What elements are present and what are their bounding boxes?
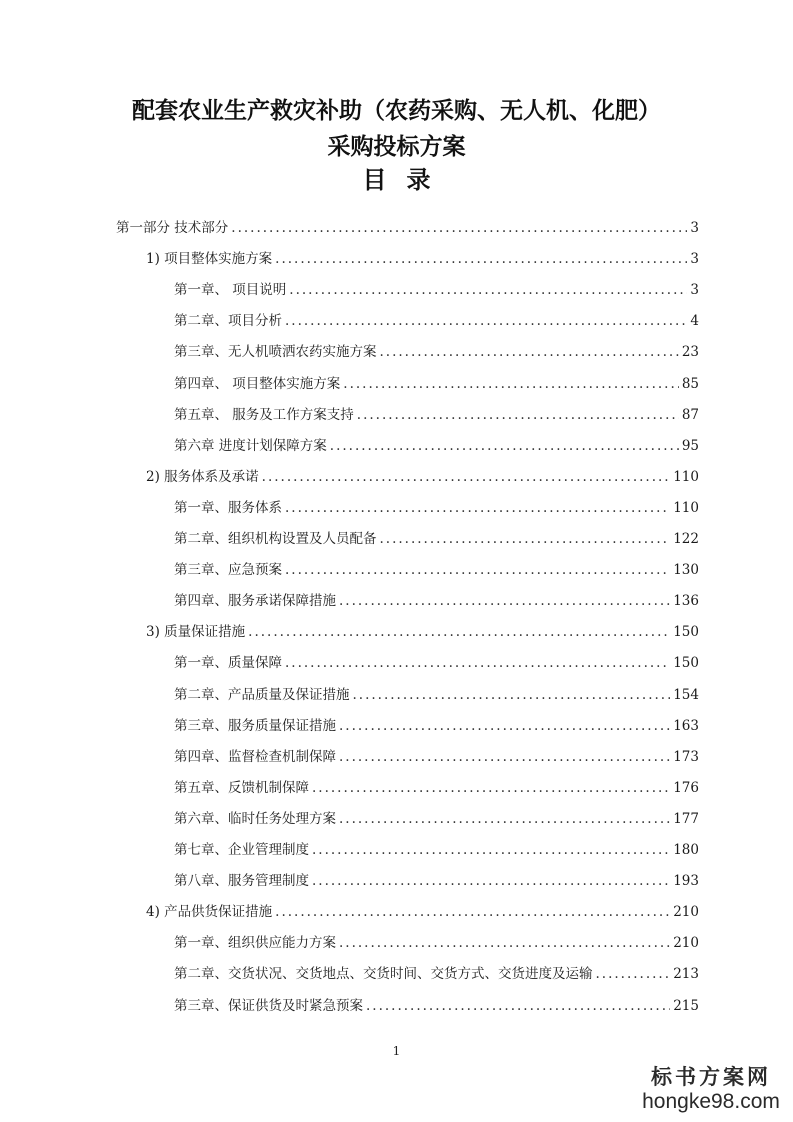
toc-entry-title: 第五章、反馈机制保障	[174, 779, 309, 796]
toc-entry[interactable]	[174, 776, 699, 800]
toc-entry-title: 第一章、 项目说明	[174, 282, 287, 299]
toc-entry-page: 23	[681, 344, 699, 361]
toc-entry-title: 第六章 进度计划保障方案	[174, 437, 327, 454]
toc-entry-title: 第三章、应急预案	[174, 562, 282, 579]
toc-entry-page: 3	[690, 251, 699, 268]
toc-entry-title: 第五章、 服务及工作方案支持	[174, 406, 354, 423]
toc-entry-page: 150	[673, 655, 699, 672]
document-title-line2: 采购投标方案	[327, 134, 466, 160]
toc-entry-title: 第一章、服务体系	[174, 499, 282, 516]
toc-entry[interactable]	[174, 372, 699, 396]
toc-entry-title: 2) 服务体系及承诺	[146, 468, 259, 485]
toc-leader-dots	[285, 558, 670, 582]
toc-entry-page: 215	[673, 997, 699, 1014]
toc-entry-page: 193	[673, 873, 699, 890]
toc-leader-dots	[285, 496, 670, 520]
toc-leader-dots	[312, 776, 670, 800]
toc-entry-page: 110	[673, 468, 699, 485]
toc-leader-dots	[366, 994, 670, 1018]
toc-entry-page: 3	[690, 282, 699, 299]
toc-entry-title: 第三章、无人机喷洒农药实施方案	[174, 344, 377, 361]
toc-leader-dots	[380, 340, 679, 364]
toc-entry[interactable]	[174, 589, 699, 613]
toc-entry[interactable]	[174, 309, 699, 333]
toc-entry[interactable]	[174, 745, 699, 769]
toc-entry-page: 150	[673, 624, 699, 641]
watermark-en-text: hongke98.com	[642, 1090, 780, 1113]
toc-leader-dots	[339, 589, 670, 613]
toc-entry[interactable]	[174, 931, 699, 955]
toc-entry-title: 第七章、企业管理制度	[174, 842, 309, 858]
toc-entry[interactable]	[174, 962, 699, 986]
toc-entry[interactable]	[146, 620, 699, 644]
watermark-cn-text: 标书方案网	[651, 1065, 771, 1089]
toc-entry-title: 第二章、组织机构设置及人员配备	[174, 531, 377, 547]
toc-entry[interactable]	[146, 247, 699, 271]
toc-entry-title: 第二章、产品质量及保证措施	[174, 686, 350, 703]
toc-entry-page: 87	[681, 406, 699, 423]
toc-entry-page: 3	[690, 220, 699, 236]
toc-entry-page: 177	[673, 810, 699, 827]
toc-leader-dots	[339, 714, 670, 738]
toc-entry-page: 173	[673, 748, 699, 765]
toc-leader-dots	[248, 620, 670, 644]
toc-entry[interactable]	[174, 278, 699, 302]
toc-entry-page: 4	[690, 313, 699, 330]
toc-leader-dots	[275, 247, 687, 271]
toc-entry[interactable]	[174, 527, 699, 551]
toc-leader-dots	[339, 745, 670, 769]
toc-entry-title: 第六章、临时任务处理方案	[174, 810, 336, 827]
toc-leader-dots	[312, 869, 670, 893]
toc-entry-title: 第八章、服务管理制度	[174, 873, 309, 890]
toc-entry-title: 第二章、项目分析	[174, 313, 282, 330]
toc-entry-page: 176	[673, 779, 699, 796]
toc-entry-page: 210	[673, 935, 699, 952]
toc-entry[interactable]	[174, 434, 699, 458]
toc-leader-dots	[357, 403, 679, 427]
toc-leader-dots	[343, 372, 679, 396]
toc-entry[interactable]	[174, 558, 699, 582]
toc-entry-page: 213	[673, 966, 699, 983]
toc-leader-dots	[285, 651, 670, 675]
toc-leader-dots	[380, 527, 671, 551]
watermark-logo	[641, 1064, 781, 1114]
toc-entry-page: 122	[673, 531, 699, 547]
toc-leader-dots	[262, 465, 671, 489]
toc-entry[interactable]	[174, 340, 699, 364]
toc-entry-title: 4) 产品供货保证措施	[146, 904, 273, 921]
toc-entry-title: 第三章、服务质量保证措施	[174, 717, 336, 734]
toc-entry[interactable]	[174, 714, 699, 738]
toc-entry-title: 3) 质量保证措施	[146, 624, 246, 641]
toc-leader-dots	[312, 838, 670, 862]
toc-leader-dots	[353, 683, 671, 707]
toc-entry-title: 第一部分 技术部分	[116, 220, 229, 236]
toc-entry-title: 第二章、交货状况、交货地点、交货时间、交货方式、交货进度及运输	[174, 966, 593, 983]
toc-entry-page: 180	[673, 842, 699, 858]
toc-entry-page: 210	[673, 904, 699, 921]
page-number: 1	[392, 1044, 401, 1058]
toc-entry-page: 154	[673, 686, 699, 703]
toc-entry[interactable]	[174, 838, 699, 862]
toc-entry-title: 第四章、 项目整体实施方案	[174, 375, 341, 392]
toc-entry[interactable]	[174, 651, 699, 675]
toc-entry-title: 第一章、质量保障	[174, 655, 282, 672]
toc-entry-page: 136	[673, 593, 699, 610]
toc-heading: 目录	[362, 166, 451, 194]
toc-entry[interactable]	[174, 403, 699, 427]
toc-entry-title: 第四章、监督检查机制保障	[174, 748, 336, 765]
toc-entry-page: 110	[673, 499, 699, 516]
toc-entry[interactable]	[116, 216, 699, 240]
toc-entry-title: 1) 项目整体实施方案	[146, 251, 273, 268]
toc-entry[interactable]	[174, 994, 699, 1018]
toc-entry-page: 85	[681, 375, 699, 392]
toc-leader-dots	[596, 962, 671, 986]
toc-leader-dots	[289, 278, 687, 302]
toc-entry-page: 163	[673, 717, 699, 734]
toc-entry[interactable]	[174, 869, 699, 893]
toc-entry[interactable]	[146, 465, 699, 489]
toc-entry-title: 第三章、保证供货及时紧急预案	[174, 997, 363, 1014]
toc-entry-title: 第四章、服务承诺保障措施	[174, 593, 336, 610]
toc-leader-dots	[285, 309, 687, 333]
document-title-line1: 配套农业生产救灾补助（农药采购、无人机、化肥）	[132, 98, 661, 124]
toc-entry[interactable]	[174, 683, 699, 707]
toc-leader-dots	[231, 216, 687, 240]
toc-leader-dots	[339, 931, 670, 955]
toc-leader-dots	[275, 900, 670, 924]
toc-entry[interactable]	[146, 900, 699, 924]
toc-entry-title: 第一章、组织供应能力方案	[174, 935, 336, 952]
toc-leader-dots	[339, 807, 670, 831]
toc-entry-page: 130	[673, 562, 699, 579]
toc-entry[interactable]	[174, 496, 699, 520]
toc-entry[interactable]	[174, 807, 699, 831]
toc-leader-dots	[330, 434, 679, 458]
toc-entry-page: 95	[681, 437, 699, 454]
